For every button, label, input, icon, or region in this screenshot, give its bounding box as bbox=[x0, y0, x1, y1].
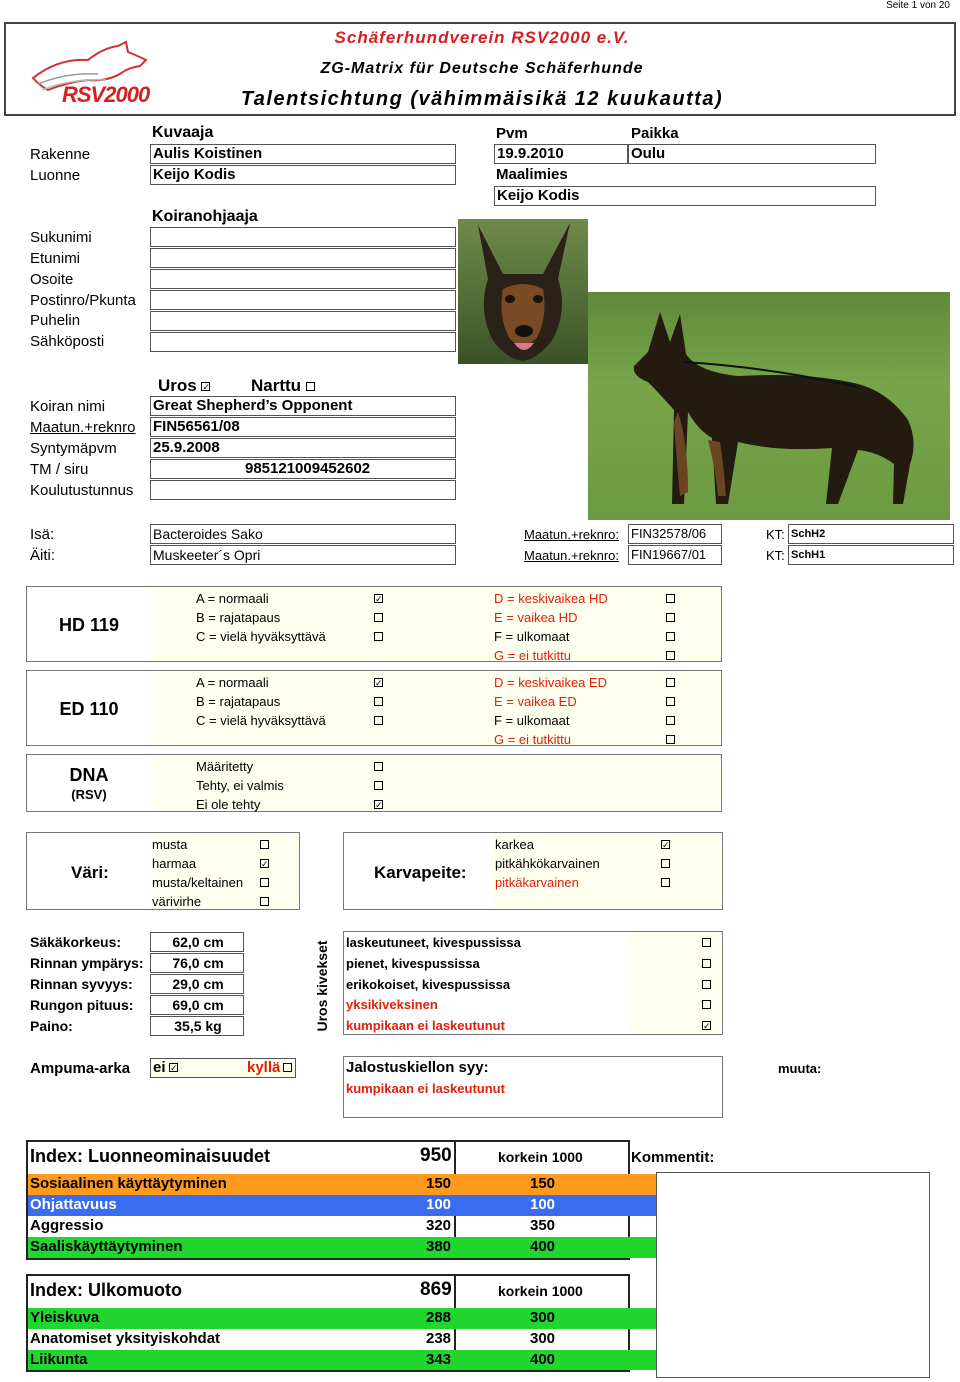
training-label: Koulutustunnus bbox=[30, 482, 134, 499]
coat-long-checkbox[interactable] bbox=[661, 878, 670, 887]
narttu-label: Narttu bbox=[251, 376, 302, 395]
gunshy-field bbox=[150, 1058, 296, 1078]
chest-girth-value: 76,0 bbox=[172, 955, 200, 971]
org-name: Schäferhundverein RSV2000 e.V. bbox=[334, 28, 630, 47]
height-field[interactable] bbox=[150, 932, 244, 952]
breeding-ban-label: Jalostuskiellon syy: bbox=[346, 1059, 489, 1076]
measure-row bbox=[30, 995, 144, 1016]
dog-name-field[interactable]: Great Shepherd’s Opponent bbox=[150, 396, 456, 416]
index-character-total: 950 bbox=[420, 1145, 452, 1166]
ed-e-checkbox[interactable] bbox=[666, 697, 675, 706]
row-value: 320 bbox=[426, 1217, 452, 1234]
index-exterior-total: 869 bbox=[420, 1279, 452, 1300]
ed-a-checkbox[interactable]: ✓ bbox=[375, 678, 383, 688]
testicles-small-checkbox[interactable] bbox=[702, 959, 711, 968]
uros-checkbox[interactable]: ✓ bbox=[202, 382, 211, 393]
coat-long-label: pitkäkarvainen bbox=[495, 875, 579, 890]
hd-d-label: D = keskivaikea HD bbox=[494, 591, 608, 606]
dna-determined-label: Määritetty bbox=[196, 759, 254, 774]
ed-a-label: A = normaali bbox=[196, 675, 269, 690]
sire-reknro-label: Maatun.+reknro: bbox=[524, 527, 620, 542]
color-fault-checkbox[interactable] bbox=[260, 897, 269, 906]
ed-g-label: G = ei tutkittu bbox=[494, 732, 571, 747]
hd-c-label: C = vielä hyväksyttävä bbox=[196, 629, 326, 644]
luonne-field[interactable]: Keijo Kodis bbox=[150, 165, 456, 185]
surname-label: Sukunimi bbox=[30, 229, 92, 246]
table-row bbox=[28, 1237, 628, 1257]
row-max: 300 bbox=[530, 1309, 556, 1326]
row-label: Sosiaalinen käyttäytyminen bbox=[30, 1175, 227, 1192]
table-row bbox=[28, 1308, 628, 1328]
dog-reknro-label: Maatun.+reknro bbox=[30, 419, 136, 436]
dam-kt-label: KT: bbox=[766, 548, 785, 563]
hd-a-label: A = normaali bbox=[196, 591, 269, 606]
subtitle: ZG-Matrix für Deutsche Schäferhunde bbox=[320, 60, 644, 77]
color-black-checkbox[interactable] bbox=[260, 840, 269, 849]
email-input[interactable] bbox=[150, 332, 456, 352]
sire-reknro-field[interactable]: FIN32578/06 bbox=[628, 524, 722, 544]
hd-e-checkbox[interactable] bbox=[666, 613, 675, 622]
weight-field[interactable] bbox=[150, 1016, 244, 1036]
height-value: 62,0 bbox=[172, 934, 200, 950]
measurements bbox=[30, 932, 144, 1037]
email-label: Sähköposti bbox=[30, 333, 105, 350]
color-black-label: musta bbox=[152, 837, 188, 852]
row-label: Ohjattavuus bbox=[30, 1196, 117, 1213]
dna-sublabel: (RSV) bbox=[71, 787, 107, 802]
gunshy-yes-checkbox[interactable] bbox=[283, 1063, 292, 1072]
measure-row bbox=[30, 953, 144, 974]
maalimies-label: Maalimies bbox=[496, 166, 568, 183]
row-max: 350 bbox=[530, 1217, 556, 1234]
ed-left-options bbox=[196, 673, 386, 730]
testicles-unequal-label: erikokoiset, kivespussissa bbox=[346, 976, 511, 992]
gunshy-no-label: ei bbox=[153, 1059, 166, 1076]
row-value: 380 bbox=[426, 1238, 452, 1255]
row-value: 238 bbox=[426, 1330, 452, 1347]
ed-label: ED 110 bbox=[59, 699, 119, 719]
row-label: Liikunta bbox=[30, 1351, 88, 1368]
uros-label: Uros bbox=[158, 376, 197, 395]
hd-g-label: G = ei tutkittu bbox=[494, 648, 571, 663]
dna-pending-label: Tehty, ei valmis bbox=[196, 778, 284, 793]
hd-b-label: B = rajatapaus bbox=[196, 610, 281, 625]
index-exterior-max: korkein 1000 bbox=[498, 1283, 583, 1299]
measure-label: Paino: bbox=[30, 1018, 73, 1034]
color-black-tan-checkbox[interactable] bbox=[260, 878, 269, 887]
measure-row bbox=[30, 932, 144, 953]
training-field[interactable] bbox=[150, 480, 456, 500]
dam-field[interactable]: Muskeeter´s Opri bbox=[150, 545, 456, 565]
coat-label: Karvapeite: bbox=[374, 863, 467, 882]
color-grey-label: harmaa bbox=[152, 856, 197, 871]
body-length-value: 69,0 bbox=[172, 997, 200, 1013]
dog-standing-image bbox=[588, 292, 950, 520]
color-grey-checkbox[interactable]: ✓ bbox=[261, 859, 269, 869]
hd-f-label: F = ulkomaat bbox=[494, 629, 570, 644]
color-fault-label: värivirhe bbox=[152, 894, 202, 909]
hd-b-checkbox[interactable] bbox=[374, 613, 383, 622]
measure-label: Rinnan ympärys: bbox=[30, 955, 144, 971]
row-max: 100 bbox=[530, 1196, 556, 1213]
measure-label: Säkäkorkeus: bbox=[30, 934, 122, 950]
coat-rough-checkbox[interactable]: ✓ bbox=[662, 840, 670, 850]
dna-determined-checkbox[interactable] bbox=[374, 762, 383, 771]
hd-f-checkbox[interactable] bbox=[666, 632, 675, 641]
weight-unit: kg bbox=[205, 1018, 222, 1034]
weight-value: 35,5 bbox=[174, 1018, 202, 1034]
index-exterior-title: Index: Ulkomuoto bbox=[30, 1280, 182, 1300]
firstname-label: Etunimi bbox=[30, 250, 81, 267]
ed-b-label: B = rajatapaus bbox=[196, 694, 281, 709]
ed-right-options bbox=[494, 673, 676, 749]
paikka-field[interactable]: Oulu bbox=[628, 144, 876, 164]
phone-input[interactable] bbox=[150, 311, 456, 331]
dog-body-photo bbox=[588, 292, 950, 520]
measure-label: Rinnan syvyys: bbox=[30, 976, 133, 992]
measure-row bbox=[30, 974, 144, 995]
coat-longish-checkbox[interactable] bbox=[661, 859, 670, 868]
chip-label: TM / siru bbox=[30, 461, 89, 478]
chest-depth-field[interactable] bbox=[150, 974, 244, 994]
testicles-small-label: pienet, kivespussissa bbox=[346, 955, 480, 971]
pvm-field[interactable]: 19.9.2010 bbox=[494, 144, 628, 164]
table-row bbox=[28, 1329, 628, 1349]
dog-name-label: Koiran nimi bbox=[30, 398, 106, 415]
ed-f-checkbox[interactable] bbox=[666, 716, 675, 725]
testicles-label: Uros kivekset bbox=[314, 940, 330, 1032]
dog-head-photo bbox=[458, 219, 588, 364]
testicles-none-checkbox[interactable]: ✓ bbox=[703, 1021, 711, 1032]
row-label: Aggressio bbox=[30, 1217, 104, 1234]
surname-input[interactable] bbox=[150, 227, 456, 247]
luonne-label: Luonne bbox=[30, 167, 81, 184]
row-label: Saaliskäyttäytyminen bbox=[30, 1238, 183, 1255]
uros-option[interactable] bbox=[158, 376, 210, 396]
sire-kt-label: KT: bbox=[766, 527, 785, 542]
row-value: 100 bbox=[426, 1196, 452, 1213]
chest-girth-unit: cm bbox=[203, 955, 224, 971]
color-options bbox=[152, 835, 272, 911]
height-unit: cm bbox=[203, 934, 224, 950]
handler-title: Koiranohjaaja bbox=[152, 208, 258, 225]
dog-reknro-field[interactable]: FIN56561/08 bbox=[150, 417, 456, 437]
measure-row bbox=[30, 1016, 144, 1037]
dna-options bbox=[196, 757, 386, 814]
chip-field[interactable]: 985121009452602 bbox=[150, 459, 456, 479]
narttu-option[interactable] bbox=[251, 376, 315, 396]
dna-label: DNA bbox=[69, 765, 109, 785]
table-row bbox=[28, 1350, 628, 1370]
dam-label: Äiti: bbox=[30, 547, 56, 564]
sire-label: Isä: bbox=[30, 526, 55, 543]
ed-d-checkbox[interactable] bbox=[666, 678, 675, 687]
chest-depth-unit: cm bbox=[203, 976, 224, 992]
page-info: Seite 1 von 20 bbox=[886, 0, 950, 11]
gunshy-label: Ampuma-arka bbox=[30, 1060, 131, 1077]
rakenne-field[interactable]: Aulis Koistinen bbox=[150, 144, 456, 164]
ed-f-label: F = ulkomaat bbox=[494, 713, 570, 728]
color-label: Väri: bbox=[71, 863, 109, 882]
pvm-label: Pvm bbox=[496, 125, 528, 142]
coat-rough-label: karkea bbox=[495, 837, 535, 852]
maalimies-field[interactable]: Keijo Kodis bbox=[494, 186, 876, 206]
table-row bbox=[28, 1216, 628, 1236]
rakenne-label: Rakenne bbox=[30, 146, 91, 163]
chest-depth-value: 29,0 bbox=[172, 976, 200, 992]
row-max: 400 bbox=[530, 1238, 556, 1255]
dam-reknro-field[interactable]: FIN19667/01 bbox=[628, 545, 722, 565]
row-max: 400 bbox=[530, 1351, 556, 1368]
gunshy-no-checkbox[interactable]: ✓ bbox=[170, 1063, 178, 1073]
ed-d-label: D = keskivaikea ED bbox=[494, 675, 608, 690]
testicles-label-wrap bbox=[302, 942, 342, 1034]
comments-label: Kommentit: bbox=[631, 1149, 715, 1166]
breeding-ban-panel bbox=[343, 1056, 723, 1118]
dna-pending-checkbox[interactable] bbox=[374, 781, 383, 790]
ed-e-label: E = vaikea ED bbox=[494, 694, 577, 709]
body-length-unit: cm bbox=[203, 997, 224, 1013]
sire-field[interactable]: Bacteroides Sako bbox=[150, 524, 456, 544]
testicles-mono-label: yksikiveksinen bbox=[346, 997, 438, 1013]
hd-e-label: E = vaikea HD bbox=[494, 610, 578, 625]
hd-c-checkbox[interactable] bbox=[374, 632, 383, 641]
birthdate-label: Syntymäpvm bbox=[30, 440, 117, 457]
narttu-checkbox[interactable] bbox=[306, 382, 315, 391]
index-character-max: korkein 1000 bbox=[498, 1149, 583, 1165]
table-row bbox=[28, 1174, 628, 1194]
header bbox=[4, 22, 956, 116]
ed-b-checkbox[interactable] bbox=[374, 697, 383, 706]
row-label: Yleiskuva bbox=[30, 1309, 100, 1326]
birthdate-field[interactable]: 25.9.2008 bbox=[150, 438, 456, 458]
gunshy-yes-label: kyllä bbox=[247, 1059, 281, 1076]
row-value: 343 bbox=[426, 1351, 452, 1368]
address-input[interactable] bbox=[150, 269, 456, 289]
postcode-label: Postinro/Pkunta bbox=[30, 292, 136, 309]
dna-not-done-label: Ei ole tehty bbox=[196, 797, 261, 812]
measure-label: Rungon pituus: bbox=[30, 997, 134, 1013]
index-character-title: Index: Luonneominaisuudet bbox=[30, 1146, 271, 1166]
dam-reknro-label: Maatun.+reknro: bbox=[524, 548, 620, 563]
breeding-ban-reason: kumpikaan ei laskeutunut bbox=[346, 1081, 505, 1096]
hd-label: HD 119 bbox=[58, 615, 120, 635]
hd-d-checkbox[interactable] bbox=[666, 594, 675, 603]
row-max: 150 bbox=[530, 1175, 556, 1192]
hd-left-options bbox=[196, 589, 386, 646]
body-length-field[interactable] bbox=[150, 995, 244, 1015]
coat-options bbox=[495, 835, 675, 892]
dog-head-image bbox=[458, 219, 588, 364]
chest-girth-field[interactable] bbox=[150, 953, 244, 973]
paikka-label: Paikka bbox=[631, 125, 679, 142]
row-label: Anatomiset yksityiskohdat bbox=[30, 1330, 221, 1347]
row-value: 150 bbox=[426, 1175, 452, 1192]
hd-g-checkbox[interactable] bbox=[666, 651, 675, 660]
hd-right-options bbox=[494, 589, 676, 665]
testicles-options bbox=[346, 933, 714, 1037]
page-title: Talentsichtung (vähimmäisikä 12 kuukautta) bbox=[240, 88, 724, 110]
kuvaaja-label: Kuvaaja bbox=[152, 124, 214, 141]
sire-kt-field[interactable]: SchH2 bbox=[788, 524, 954, 544]
postcode-input[interactable] bbox=[150, 290, 456, 310]
ed-c-label: C = vielä hyväksyttävä bbox=[196, 713, 326, 728]
coat-longish-label: pitkähkökarvainen bbox=[495, 856, 600, 871]
dna-not-done-checkbox[interactable]: ✓ bbox=[375, 800, 383, 810]
testicles-normal-label: laskeutuneet, kivespussissa bbox=[346, 935, 521, 950]
color-black-tan-label: musta/keltainen bbox=[152, 875, 244, 890]
address-label: Osoite bbox=[30, 271, 74, 288]
hd-a-checkbox[interactable]: ✓ bbox=[375, 594, 383, 604]
row-max: 300 bbox=[530, 1330, 556, 1347]
row-value: 288 bbox=[426, 1309, 452, 1326]
comments-box[interactable] bbox=[656, 1172, 930, 1378]
ed-c-checkbox[interactable] bbox=[374, 716, 383, 725]
testicles-normal-checkbox[interactable] bbox=[702, 938, 711, 947]
dam-kt-field[interactable]: SchH1 bbox=[788, 545, 954, 565]
ed-g-checkbox[interactable] bbox=[666, 735, 675, 744]
firstname-input[interactable] bbox=[150, 248, 456, 268]
testicles-none-label: kumpikaan ei laskeutunut bbox=[346, 1018, 505, 1034]
table-row bbox=[28, 1195, 628, 1215]
phone-label: Puhelin bbox=[30, 312, 81, 329]
testicles-mono-checkbox[interactable] bbox=[702, 1000, 711, 1009]
logo-text: RSV2000 bbox=[62, 82, 150, 107]
other-label: muuta: bbox=[778, 1061, 822, 1076]
testicles-unequal-checkbox[interactable] bbox=[702, 980, 711, 989]
